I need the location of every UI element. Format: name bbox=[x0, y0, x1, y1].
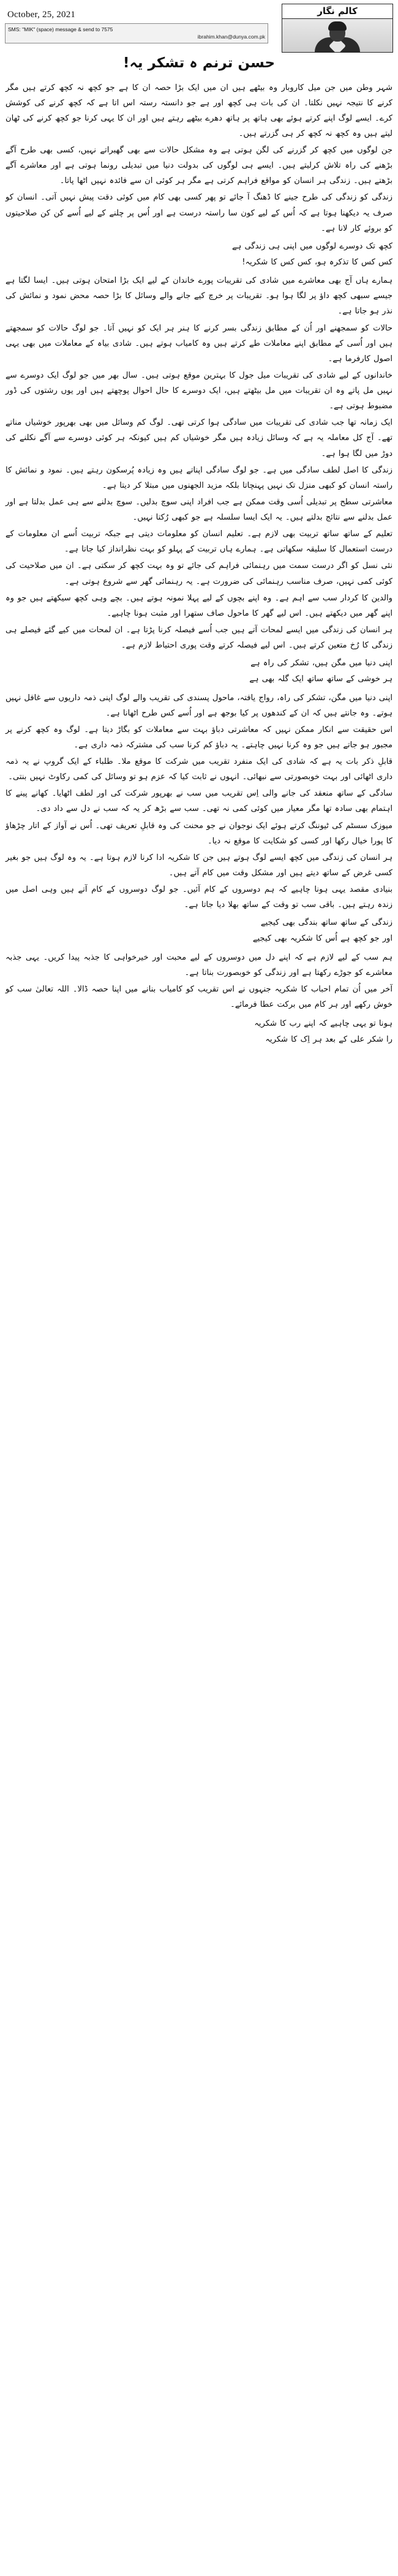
paragraph: جن لوگوں میں کچھ کر گزرنے کی لگن ہوتی ہے وہ مشکل حالات سے بھی گھبراتے نہیں، کسی بھی طرح آگے بڑھنے کی راہ تلاش کرلیتے ہیں۔ ایسے ہی لوگوں کی بدولت دنیا میں تبدیلی رونما ہوتی ہے اور معاشرے آگے بڑھتے ہیں۔ زندگی ہر انسان کو مواقع فراہم کرتی ہے مگر ہر کوئی ان سے فائدہ نہیں اٹھا پاتا۔ bbox=[6, 146, 392, 186]
paragraph: تعلیم کے ساتھ ساتھ تربیت بھی لازم ہے۔ تعلیم انسان کو معلومات دیتی ہے جبکہ تربیت اُسے ان معلومات کے درست استعمال کا سلیقہ سکھاتی ہے۔ ہمارے ہاں تربیت کے پہلو کو بہت نظرانداز کیا جاتا ہے۔ bbox=[6, 529, 392, 554]
verse-block bbox=[6, 655, 392, 687]
verse-line: اور جو کچھ ہے اُس کا شکریہ بھی کیجیے bbox=[252, 934, 392, 944]
paragraph: نئی نسل کو اگر درست سمت میں رہنمائی فراہم کی جائے تو وہ بہت کچھ کر سکتی ہے۔ ان میں صلاحیت کی کوئی کمی نہیں، صرف مناسب رہنمائی کی ضرورت ہے۔ یہ رہنمائی گھر سے شروع ہوتی ہے۔ bbox=[6, 561, 392, 586]
header-left bbox=[5, 4, 268, 43]
paragraph: حالات کو سمجھنے اور اُن کے مطابق زندگی بسر کرنے کا ہنر ہر ایک کو نہیں آتا۔ جو لوگ حالات کو سمجھتے ہیں اور اُسی کے مطابق اپنے معاملات طے کرتے ہیں وہ کامیاب ہوتے ہیں۔ شادی بیاہ کے معاملات میں بھی یہی اصول کارفرما ہے۔ bbox=[6, 323, 392, 364]
verse-line: را شکر علی کے بعد ہر اِک کا شکریہ bbox=[265, 1035, 392, 1045]
paragraph: اس حقیقت سے انکار ممکن نہیں کہ معاشرتی دباؤ بہت سے معاملات کو بگاڑ دیتا ہے۔ لوگ وہ کچھ کرنے پر مجبور ہو جاتے ہیں جو وہ کرنا نہیں چاہتے۔ یہ دباؤ کم کرنا سب کی مشترکہ ذمہ داری ہے۔ bbox=[6, 725, 392, 750]
paragraph: معاشرتی سطح پر تبدیلی اُسی وقت ممکن ہے جب افراد اپنی سوچ بدلیں۔ سوچ بدلنے سے ہی عمل بدلتا ہے اور عمل بدلنے سے نتائج بدلتے ہیں۔ یہ ایک ایسا سلسلہ ہے جو کبھی رُکتا نہیں۔ bbox=[6, 497, 392, 523]
paragraph: ہم سب کے لیے لازم ہے کہ اپنے دل میں دوسروں کے لیے محبت اور خیرخواہی کا جذبہ پیدا کریں۔ یہی جذبہ معاشرے کو جوڑے رکھتا ہے اور زندگی کو خوبصورت بناتا ہے۔ bbox=[6, 952, 392, 977]
publication-date: October, 25, 2021 bbox=[7, 10, 76, 20]
header-right bbox=[277, 4, 393, 53]
article-body bbox=[0, 75, 398, 1057]
verse-line: ہونا تو یہی چاہیے کہ اپنے رب کا شکریہ bbox=[254, 1019, 392, 1029]
paragraph: آخر میں اُن تمام احباب کا شکریہ جنہوں نے اس تقریب کو کامیاب بنانے میں اپنا حصہ ڈالا۔ اللہ تعالیٰ سب کو خوش رکھے اور ہر کام میں برکت عطا فرمائے۔ bbox=[6, 984, 392, 1010]
verse-line: زندگی کے ساتھ ساتھ بندگی بھی کیجیے bbox=[260, 918, 392, 928]
paragraph: اپنی دنیا میں مگن، تشکر کی راہ، رواج یافتہ، ماحول پسندی کی تقریب والے لوگ اپنی ذمہ داریوں سے غافل نہیں ہوتے۔ وہ جانتے ہیں کہ ان کے کندھوں پر کیا بوجھ ہے اور اُسے کس طرح اٹھانا ہے۔ bbox=[6, 693, 392, 718]
paragraph: شہر وطن میں جن میل کاروبار وہ بیٹھے ہیں ان میں ایک بڑا حصہ ان کا ہے جو کچھ نہ کچھ کرتے ہیں مگر کرنے کا نتیجہ نہیں نکلتا۔ ان کی بات ہی کچھ اور ہے جو دانستہ رستہ اس اتا ہے کہ کچھ کرنے کی کوشش کرے۔ ایسے لوگ اپنے کرتے ہوئے بھی ہاتھ پر ہاتھ دھرے بیٹھے رہتے ہیں اور ان کا یہی کرنا جو کچھ کرنے کی ٹھان لیتے ہیں وہ کچھ نہ کچھ کر ہی گزرتے ہیں۔ bbox=[6, 83, 392, 138]
paragraph: زندگی کو زندگی کی طرح جینے کا ڈھنگ آ جائے تو پھر کسی بھی کام میں کوئی دقت پیش نہیں آتی۔ انسان کو صرف یہ دیکھنا ہوتا ہے کہ اُس کے لیے کون سا راستہ درست ہے اور اُس پر چلنے کے لیے اُسے کن کن صلاحیتوں کو بروئے کار لانا ہے۔ bbox=[6, 193, 392, 233]
portrait-hair-shape bbox=[328, 21, 347, 31]
page-header bbox=[0, 0, 398, 53]
paragraph: قابلِ ذکر بات یہ ہے کہ شادی کی ایک منفرد تقریب میں شرکت کا موقع ملا۔ طلباء کے ایک گروپ نے یہ ذمہ داری اٹھائی اور بہت خوبصورتی سے نبھائی۔ انہوں نے ثابت کیا کہ عزم ہو تو وسائل کی کمی رکاوٹ نہیں بنتی۔ bbox=[6, 757, 392, 782]
verse-line: کس کس کا تذکرہ ہو، کس کس کا شکریہ! bbox=[242, 257, 392, 267]
paragraph: ہر انسان کی زندگی میں ایسے لمحات آتے ہیں جب اُسے فیصلہ کرنا پڑتا ہے۔ ان لمحات میں کیے گئے فیصلے ہی زندگی کا رُخ متعین کرتے ہیں۔ اس لیے فیصلہ کرتے وقت پوری احتیاط لازم ہے۔ bbox=[6, 625, 392, 651]
author-card bbox=[282, 4, 393, 53]
paragraph: زندگی کا اصل لطف سادگی میں ہے۔ جو لوگ سادگی اپناتے ہیں وہ زیادہ پُرسکون رہتے ہیں۔ نمود و نمائش کا راستہ انسان کو کبھی منزل تک نہیں پہنچاتا بلکہ مزید الجھنوں میں مبتلا کر دیتا ہے۔ bbox=[6, 465, 392, 490]
author-name-label: کالم نگار bbox=[282, 4, 392, 19]
closing-verse-block bbox=[6, 1016, 392, 1056]
paragraph: خاندانوں کے لیے شادی کی تقریبات میل جول کا بہترین موقع ہوتی ہیں۔ سال بھر میں جو لوگ ایک دوسرے سے نہیں مل پاتے وہ ان تقریبات میں مل بیٹھتے ہیں، ایک دوسرے کا حال احوال پوچھتے ہیں اور یوں رشتوں کی ڈور مضبوط ہوتی ہے۔ bbox=[6, 370, 392, 411]
author-email: ibrahim.khan@dunya.com.pk bbox=[197, 34, 265, 40]
paragraph: ہمارے ہاں آج بھی معاشرے میں شادی کی تقریبات پورے خاندان کے لیے ایک بڑا امتحان ہوتی ہیں۔ ایسا لگتا ہے جیسے سبھی کچھ داؤ پر لگا ہوا ہو۔ تقریبات پر خرچ کیے جانے والے وسائل کا بڑا حصہ محض نمود و نمائش کی نذر ہو جاتا ہے۔ bbox=[6, 276, 392, 316]
paragraph: سادگی کے ساتھ منعقد کی جانے والی اِس تقریب میں سب نے بھرپور شرکت کی اور لطف اٹھایا۔ کھانے پینے کا اہتمام بھی سادہ تھا مگر معیار میں کوئی کمی نہ تھی۔ سب سے بڑھ کر یہ کہ سب نے دل سے داد دی۔ bbox=[6, 789, 392, 814]
paragraph: میوزک سسٹم کی ٹیوننگ کرتے ہوئے ایک نوجوان نے جو محنت کی وہ قابلِ تعریف تھی۔ اُس نے آواز کے اتار چڑھاؤ کا پورا خیال رکھا اور کسی کو شکایت کا موقع نہ دیا۔ bbox=[6, 821, 392, 846]
sms-instruction: SMS: "MIK" (space) message & send to 7575 bbox=[8, 26, 113, 32]
paragraph: ایک زمانہ تھا جب شادی کی تقریبات میں سادگی ہوا کرتی تھی۔ لوگ کم وسائل میں بھی بھرپور خوشیاں مناتے تھے۔ آج کل معاملہ یہ ہے کہ وسائل زیادہ ہیں مگر خوشیاں کم ہیں کیونکہ ہر کوئی دوسرے سے آگے نکلنے کی دوڑ میں لگا ہوا ہے۔ bbox=[6, 418, 392, 458]
paragraph: والدین کا کردار سب سے اہم ہے۔ وہ اپنے بچوں کے لیے پہلا نمونہ ہوتے ہیں۔ بچے وہی کچھ سیکھتے ہیں جو وہ اپنے گھر میں دیکھتے ہیں۔ اس لیے گھر کا ماحول صاف ستھرا اور مثبت ہونا چاہیے۔ bbox=[6, 593, 392, 618]
paragraph: ہر انسان کی زندگی میں کچھ ایسے لوگ ہوتے ہیں جن کا شکریہ ادا کرنا لازم ہوتا ہے۔ یہ وہ لوگ ہیں جو بغیر کسی غرض کے ساتھ دیتے ہیں اور مشکل وقت میں کام آتے ہیں۔ bbox=[6, 853, 392, 878]
verse-line: ہر خوشی کے ساتھ ساتھ ایک گلہ بھی ہے bbox=[249, 674, 392, 684]
verse-line: کچھ تک دوسرے لوگوں میں اپنی ہی زندگی ہے bbox=[231, 241, 392, 251]
sms-contact-box bbox=[5, 23, 268, 43]
verse-block bbox=[6, 239, 392, 271]
verse-block bbox=[6, 915, 392, 947]
page-title: حسن ترنم ہ تشکر یہ! bbox=[122, 54, 276, 71]
verse-line: اپنی دنیا میں مگن ہیں، تشکر کی راہ ہے bbox=[250, 659, 392, 668]
author-photo bbox=[282, 19, 392, 52]
paragraph: بنیادی مقصد یہی ہونا چاہیے کہ ہم دوسروں کے کام آئیں۔ جو لوگ دوسروں کے کام آتے ہیں وہی اصل میں زندہ رہتے ہیں۔ باقی سب تو وقت کے ساتھ بھلا دیا جاتا ہے۔ bbox=[6, 885, 392, 910]
